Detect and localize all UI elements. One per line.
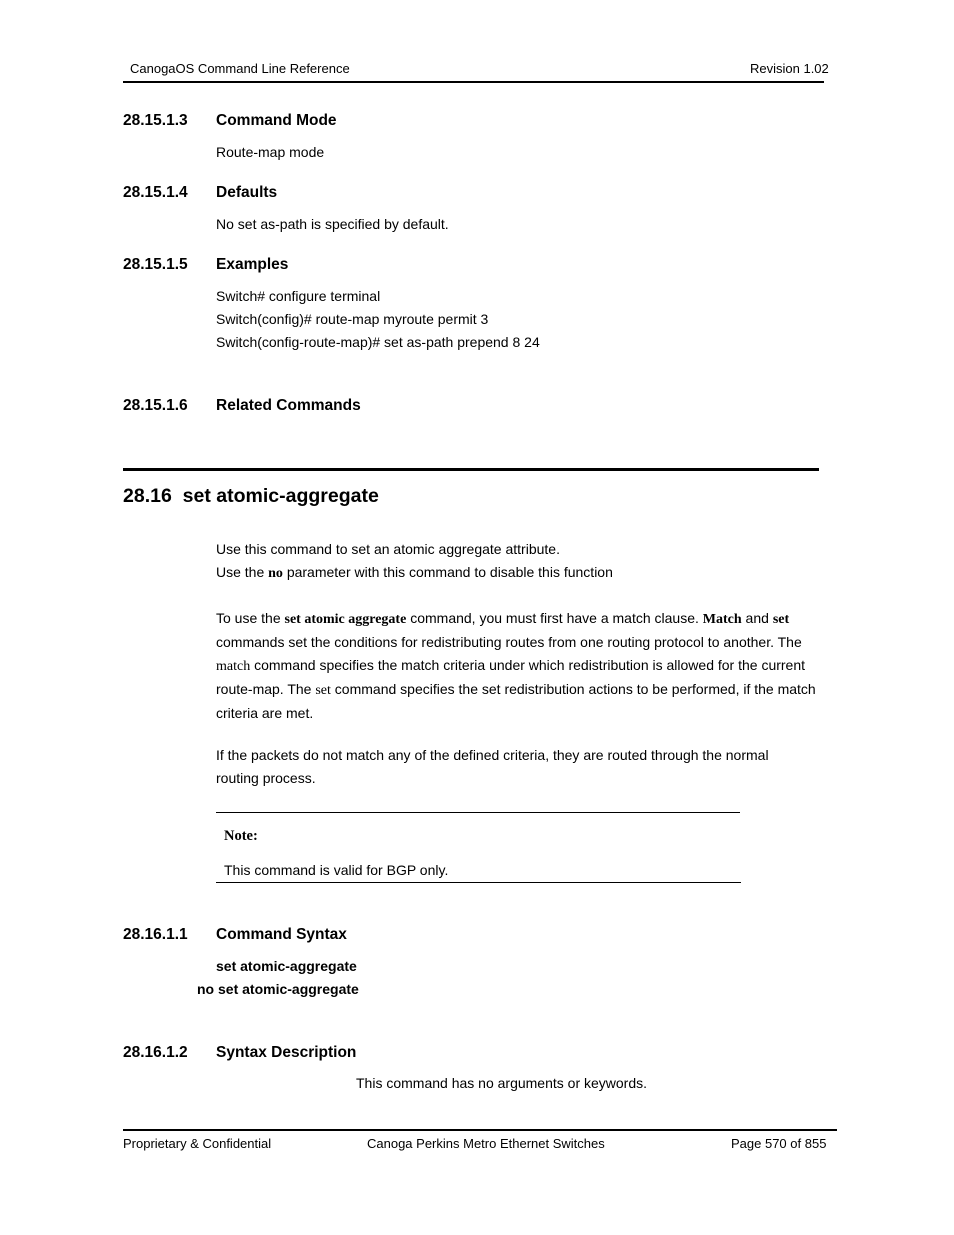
syntax-line: no set atomic-aggregate — [197, 981, 359, 997]
header-title: CanogaOS Command Line Reference — [130, 61, 350, 76]
main-section-title: set atomic-aggregate — [182, 485, 379, 507]
section-title: Command Mode — [216, 112, 337, 129]
section-title: Related Commands — [216, 397, 361, 414]
intro-line: Use this command to set an atomic aggregate attribute. — [216, 541, 560, 557]
paragraph-text: commands set the conditions for redistributing routes from one routing protocol to another. The — [216, 634, 802, 650]
section-title: Defaults — [216, 184, 278, 201]
intro-text: Use the — [216, 564, 269, 580]
section-number: 28.16.1.2 — [123, 1044, 188, 1061]
body-paragraph: If the packets do not match any of the defined criteria, they are routed through the normal routing process. — [216, 747, 769, 786]
example-line: Switch(config)# route-map myroute permit 3 — [216, 311, 489, 327]
body-paragraph — [216, 607, 836, 725]
section-number: 28.15.1.6 — [123, 397, 188, 414]
section-text: This command has no arguments or keywords. — [356, 1075, 648, 1091]
keyword: Match — [702, 612, 742, 627]
section-number: 28.15.1.3 — [123, 112, 188, 129]
section-number: 28.15.1.4 — [123, 184, 188, 201]
section-text: Route-map mode — [216, 144, 325, 160]
section-text: No set as-path is specified by default. — [216, 216, 449, 232]
paragraph-text: and — [741, 610, 773, 626]
header-revision: Revision 1.02 — [750, 61, 829, 76]
note-label: Note: — [224, 828, 258, 844]
note-top-rule — [216, 812, 740, 813]
paragraph-text: To use the — [216, 610, 285, 626]
paragraph-text: command, you must first have a match clause. — [406, 610, 703, 626]
note-bottom-rule — [216, 882, 741, 883]
keyword: no — [268, 566, 283, 581]
intro-line — [216, 564, 613, 582]
section-title: Syntax Description — [216, 1044, 357, 1061]
section-number: 28.15.1.5 — [123, 256, 188, 273]
footer-page-number: Page 570 of 855 — [731, 1136, 827, 1151]
syntax-line: set atomic-aggregate — [216, 958, 357, 974]
paragraph-text: command specifies the set redistribution actions to be performed, if the match criteria are met. — [216, 681, 816, 721]
section-title: Command Syntax — [216, 926, 347, 943]
footer-left: Proprietary & Confidential — [123, 1136, 272, 1151]
note-text: This command is valid for BGP only. — [224, 862, 449, 878]
header-rule — [123, 81, 824, 83]
keyword: set — [315, 683, 331, 698]
keyword: set atomic aggregate — [284, 612, 407, 627]
section-title: Examples — [216, 256, 289, 273]
section-divider — [123, 468, 819, 471]
example-line: Switch# configure terminal — [216, 288, 381, 304]
example-line: Switch(config-route-map)# set as-path prepend 8 24 — [216, 334, 540, 350]
footer-rule — [123, 1129, 837, 1131]
section-number: 28.16.1.1 — [123, 926, 188, 943]
keyword: match — [216, 659, 251, 674]
main-section-number: 28.16 — [123, 485, 172, 507]
main-section-heading — [123, 485, 379, 508]
paragraph-text: command specifies the match criteria under which redistribution is allowed for the current route-map. The — [216, 657, 806, 697]
keyword: set — [772, 612, 790, 627]
intro-text: parameter with this command to disable this function — [282, 564, 613, 580]
footer-center: Canoga Perkins Metro Ethernet Switches — [367, 1136, 605, 1151]
